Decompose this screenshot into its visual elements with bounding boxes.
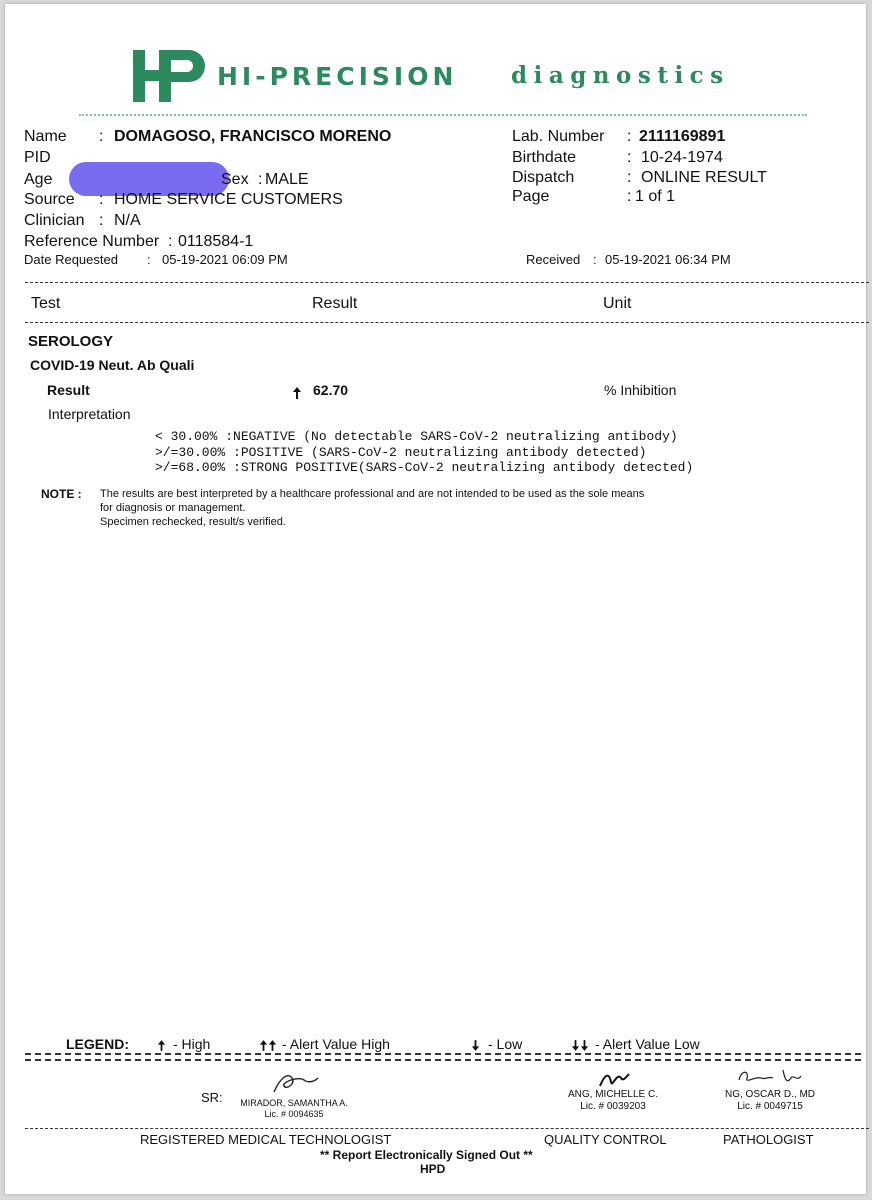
footer-rule: [25, 1128, 869, 1129]
legend-rule: [25, 1053, 861, 1061]
legend-alert-high: - Alert Value High: [282, 1036, 390, 1052]
sr-label: SR:: [201, 1090, 223, 1105]
column-test: Test: [31, 295, 61, 312]
source-value: HOME SERVICE CUSTOMERS: [114, 191, 343, 208]
pathologist-license: Lic. # 0049715: [737, 1101, 803, 1112]
pid-label: PID: [24, 149, 51, 166]
sex-separator: :: [258, 171, 263, 188]
dispatch-separator: :: [627, 169, 632, 186]
birthdate-value: 10-24-1974: [641, 149, 723, 166]
signed-out-notice: ** Report Electronically Signed Out **: [320, 1148, 533, 1162]
age-label: Age: [24, 171, 53, 188]
column-result: Result: [312, 295, 358, 312]
role-technologist: REGISTERED MEDICAL TECHNOLOGIST: [140, 1132, 392, 1147]
pathologist-name: NG, OSCAR D., MD: [724, 1089, 815, 1100]
report-page: [5, 4, 866, 1194]
footer-code: HPD: [420, 1162, 446, 1176]
name-separator: :: [99, 128, 104, 145]
clinician-label: Clinician: [24, 212, 85, 229]
technologist-name: MIRADOR, SAMANTHA A.: [240, 1098, 348, 1108]
hpd-logo-mark: [133, 48, 205, 104]
result-unit: % Inhibition: [604, 382, 677, 398]
source-separator: :: [99, 191, 104, 208]
svg-text:D: D: [177, 61, 188, 76]
note-label: NOTE :: [41, 487, 82, 501]
test-name: COVID-19 Neut. Ab Quali: [30, 357, 195, 373]
header-rule-bottom: [25, 322, 869, 323]
received-label: Received: [526, 252, 581, 267]
lab-number-value: 2111169891: [639, 128, 726, 145]
sex-label: Sex: [221, 171, 249, 188]
result-label: Result: [47, 382, 90, 398]
patient-name: DOMAGOSO, FRANCISCO MORENO: [114, 128, 392, 145]
technologist-license: Lic. # 0094635: [264, 1109, 324, 1119]
logo-brand-tagline: diagnostics: [511, 62, 730, 89]
legend-high: - High: [173, 1036, 211, 1052]
legend-alert-high-arrows-icon: [259, 1039, 277, 1052]
quality-control-license: Lic. # 0039203: [580, 1101, 646, 1112]
technologist-signature: [270, 1068, 320, 1098]
legend-high-arrow-icon: [157, 1039, 166, 1052]
header-rule-top: [25, 282, 869, 283]
quality-control-name: ANG, MICHELLE C.: [567, 1089, 659, 1100]
clinician-separator: :: [99, 212, 104, 229]
column-unit: Unit: [603, 295, 632, 312]
legend-low: - Low: [488, 1036, 523, 1052]
birthdate-separator: :: [627, 149, 632, 166]
dispatch-value: ONLINE RESULT: [641, 169, 767, 186]
role-pathologist: PATHOLOGIST: [723, 1132, 814, 1147]
page-value: 1 of 1: [635, 188, 676, 205]
received-value: 05-19-2021 06:34 PM: [605, 252, 731, 267]
note-line-3: Specimen rechecked, result/s verified.: [100, 516, 286, 528]
lab-number-label: Lab. Number: [512, 128, 605, 145]
legend-label: LEGEND:: [66, 1036, 129, 1052]
name-label: Name: [24, 128, 67, 145]
page-label: Page: [512, 188, 550, 205]
high-flag-arrow-icon: [292, 386, 302, 400]
legend-alert-low: - Alert Value Low: [595, 1036, 700, 1052]
date-requested-label: Date Requested: [24, 252, 118, 267]
legend-low-arrow-icon: [471, 1039, 480, 1052]
date-requested-value: 05-19-2021 06:09 PM: [162, 252, 288, 267]
note-line-2: for diagnosis or management.: [100, 502, 246, 514]
interpretation-line-2: >/=30.00% :POSITIVE (SARS-CoV-2 neutralizing antibody detected): [155, 445, 647, 460]
result-value: 62.70: [313, 382, 349, 398]
reference-number: 0118584-1: [178, 233, 254, 250]
interpretation-line-1: < 30.00% :NEGATIVE (No detectable SARS-CoV-2 neutralizing antibody): [155, 429, 678, 444]
legend-alert-low-arrows-icon: [571, 1039, 589, 1052]
logo-divider: [79, 114, 807, 116]
sex-value: MALE: [265, 171, 309, 188]
clinician-value: N/A: [114, 212, 141, 229]
role-quality-control: QUALITY CONTROL: [544, 1132, 667, 1147]
reference-separator: :: [168, 233, 173, 250]
received-separator: :: [593, 252, 597, 267]
dispatch-label: Dispatch: [512, 169, 575, 186]
interpretation-line-3: >/=68.00% :STRONG POSITIVE(SARS-CoV-2 neutralizing antibody detected): [155, 460, 694, 475]
reference-label: Reference Number: [24, 233, 160, 250]
source-label: Source: [24, 191, 75, 208]
date-requested-separator: :: [147, 252, 151, 267]
section-title: SEROLOGY: [28, 333, 114, 350]
page-separator: :: [627, 188, 632, 205]
logo-brand-name: HI-PRECISION: [217, 62, 458, 91]
birthdate-label: Birthdate: [512, 149, 577, 166]
lab-number-separator: :: [627, 128, 632, 145]
interpretation-label: Interpretation: [48, 406, 131, 422]
note-line-1: The results are best interpreted by a healthcare professional and are not intended to be used as the sole means: [100, 488, 645, 500]
